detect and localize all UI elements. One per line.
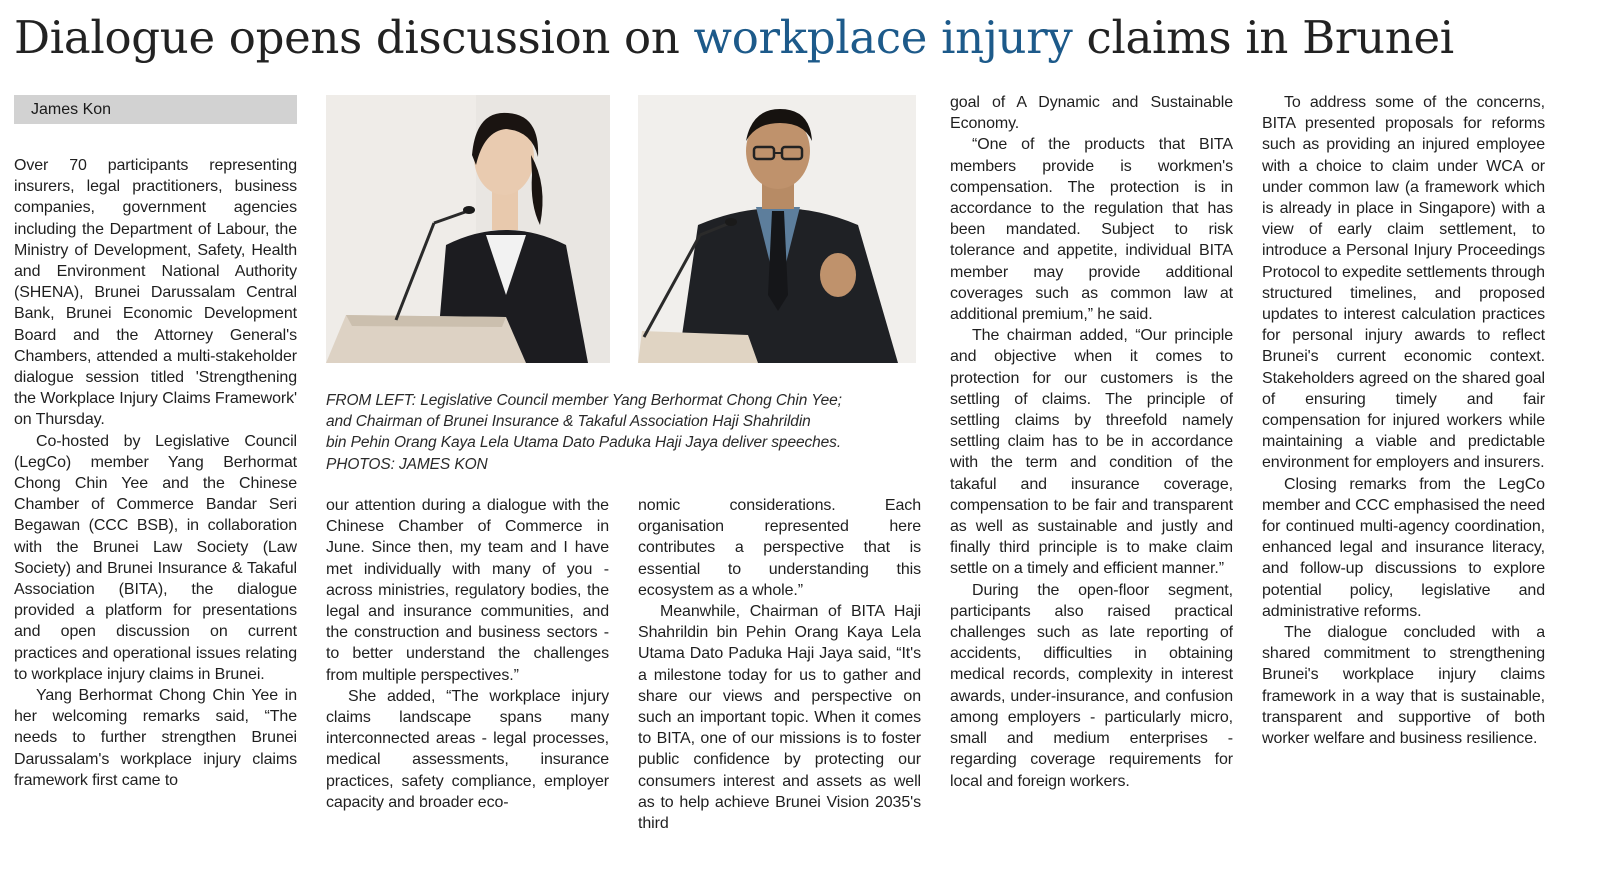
paragraph: The chairman added, “Our principle and objective when it comes to protection for our customers is the settling of claims. The principle of settling claims by threefold namely settling claim has to be in accordance with the term and condition of the takaful and insurance coverage, compensation to be fair and transparent as well as sustainable and justly and finally third principle is to make claim settle on a timely and efficient manner.” [950, 327, 1233, 578]
paragraph: goal of A Dynamic and Sustainable Economy. [950, 94, 1233, 133]
paragraph: our attention during a dialogue with the Chinese Chamber of Commerce in June. Since then, my team and I have met individually with many of you - across ministries, regulatory bodies, the legal and insurance communities, and the construction and business sectors - to better understand the challenges from multiple perspectives.” [326, 497, 609, 684]
paragraph: She added, “The workplace injury claims landscape spans many interconnected areas - legal processes, medical assessments, insurance practices, safety compliance, employer capacity and broader eco- [326, 687, 609, 811]
headline-post: claims in Brunei [1072, 11, 1454, 64]
paragraph: Co-hosted by Legislative Council (LegCo) member Yang Berhormat Chong Chin Yee and the Chinese Chamber of Commerce Bandar Seri Begawan (CCC BSB), in collaboration with the Brunei Law Society (Law Society) and Brunei Insurance & Takaful Association (BITA), the dialogue provided a platform for presentations and open discussion on current practices and operational issues relating to workplace injury claims in Brunei. [14, 432, 297, 683]
photo-speaker-haji-shahrildin [638, 95, 916, 363]
article-column-4 [950, 92, 1233, 841]
article-column-3 [638, 495, 921, 841]
man-speaker-illustration [638, 95, 916, 363]
caption-credit: PHOTOS: JAMES KON [326, 455, 488, 473]
caption-line: and Chairman of Brunei Insurance & Takaful Association Haji Shahrildin [326, 413, 811, 431]
paragraph: Yang Berhormat Chong Chin Yee in her welcoming remarks said, “The needs to further strengthen Brunei Darussalam's workplace injury claims framework first came to [14, 687, 297, 789]
caption-line: FROM LEFT: Legislative Council member Yang Berhormat Chong Chin Yee; [326, 392, 842, 409]
photo-speaker-chong-chin-yee [326, 95, 610, 363]
paragraph: nomic considerations. Each organisation represented here contributes a perspective that is essential to understanding this ecosystem as a whole.” [638, 497, 921, 599]
paragraph: Closing remarks from the LegCo member and CCC emphasised the need for continued multi-agency coordination, enhanced legal and insurance literacy, and follow-up discussions to explore potential policy, legislative and administrative reforms. [1262, 475, 1545, 620]
photo-caption [326, 390, 926, 475]
headline [14, 8, 1604, 68]
article-column-1 [14, 155, 297, 841]
headline-highlight: workplace injury [693, 11, 1073, 64]
paragraph: The dialogue concluded with a shared commitment to strengthening Brunei's workplace injury claims framework in a way that is sustainable, transparent and supportive of both worker welfare and business resilience. [1262, 624, 1545, 748]
paragraph: To address some of the concerns, BITA presented proposals for reforms such as providing an injured employee with a choice to claim under WCA or under common law (a framework which is already in place in Singapore) with a view of early claim settlement, to introduce a Personal Injury Proceedings Protocol to expedite settlements through structured timelines, and proposed updates to interest calculation practices for personal injury awards to reflect Brunei's current economic context. Stakeholders agreed on the shared goal of ensuring timely and fair compensation for injured workers while maintaining a viable and predictable environment for employers and insurers. [1262, 94, 1545, 472]
caption-line: bin Pehin Orang Kaya Lela Utama Dato Paduka Haji Jaya deliver speeches. [326, 434, 842, 452]
woman-speaker-illustration [326, 95, 610, 363]
byline: James Kon [14, 95, 297, 124]
headline-pre: Dialogue opens discussion on [14, 11, 694, 64]
paragraph: Over 70 participants representing insurers, legal practitioners, business companies, government agencies including the Department of Labour, the Ministry of Development, Safety, Health and Environment National Authority (SHENA), Brunei Darussalam Central Bank, Brunei Economic Development Board and the Attorney General's Chambers, attended a multi-stakeholder dialogue session titled 'Strengthening the Workplace Injury Claims Framework' on Thursday. [14, 157, 297, 429]
paragraph: During the open-floor segment, participants also raised practical challenges such as late reporting of accidents, difficulties in obtaining medical records, complexity in interest awards, under-insurance, and confusion among employers - particularly micro, small and medium enterprises - regarding coverage requirements for local and foreign workers. [950, 581, 1233, 790]
article-column-5 [1262, 92, 1545, 841]
article-column-2 [326, 495, 609, 841]
paragraph: Meanwhile, Chairman of BITA Haji Shahrildin bin Pehin Orang Kaya Lela Utama Dato Paduka Haji Jaya said, “It's a milestone today for us to gather and share our views and perspective on such an important topic. When it comes to BITA, one of our missions is to foster public confidence by protecting our consumers interest and assets as well as to help achieve Brunei Vision 2035's third [638, 603, 921, 833]
paragraph: “One of the products that BITA members provide is workmen's compensation. The protection is in accordance to the regulation that has been mandated. Subject to risk tolerance and appetite, individual BITA member may provide additional coverages such as common law at additional premium,” he said. [950, 136, 1233, 324]
